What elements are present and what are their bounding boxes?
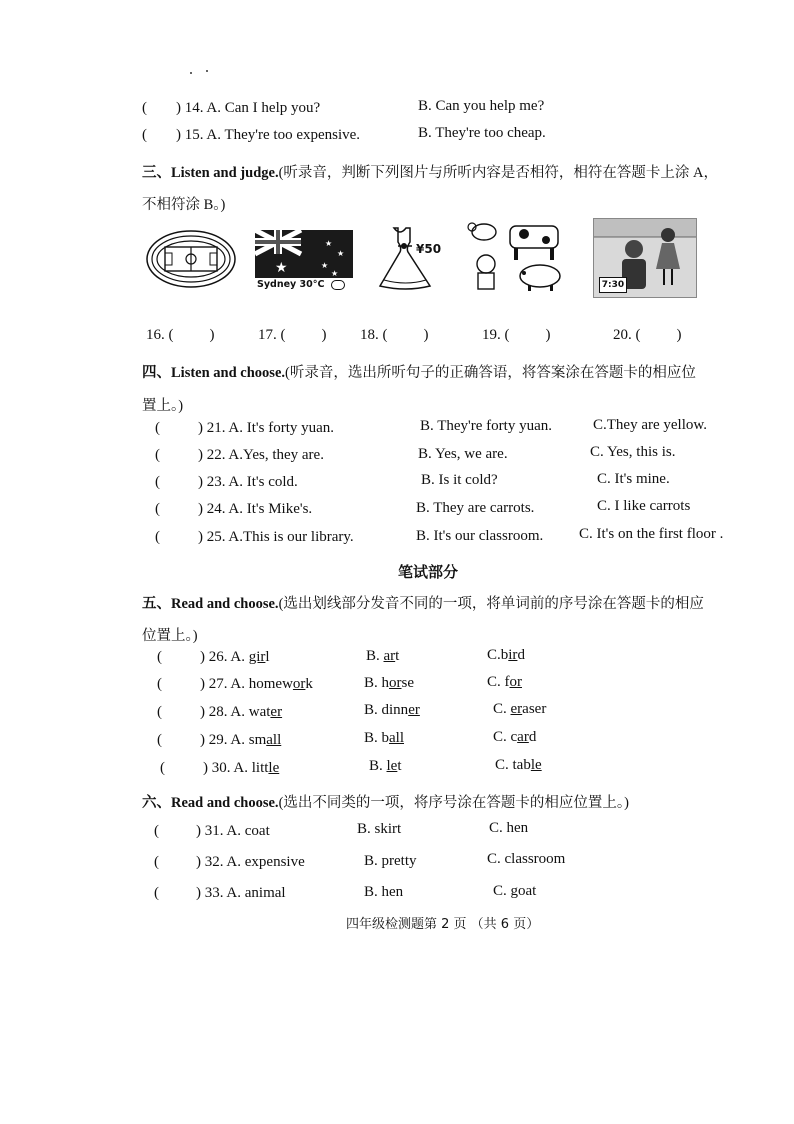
q30-b-underlined: le (386, 758, 398, 774)
q28-c-underlined: er (510, 701, 523, 717)
q14-num: ) 14. (176, 100, 207, 116)
paren-29: ( (157, 732, 162, 748)
svg-text:★: ★ (331, 269, 339, 278)
price-tag: ¥50 (416, 242, 442, 256)
q33-option-a: ) 33. A. animal (196, 885, 286, 901)
q31-option-b: B. skirt (357, 821, 402, 837)
q33-option-b: B. hen (364, 884, 404, 900)
q27-b-pre: B. h (364, 675, 390, 691)
q29-option-c (493, 729, 536, 746)
question-15 (176, 127, 360, 144)
svg-text:★: ★ (321, 261, 329, 270)
q27-a-pre: homew (248, 676, 293, 692)
q29-option-b (364, 730, 404, 747)
farm-animals-picture (462, 218, 572, 294)
q21-option-a: ) 21. A. It's forty yuan. (198, 420, 335, 436)
q15-num: ) 15. (176, 127, 207, 143)
q15-option-b: B. They're too cheap. (418, 125, 546, 141)
q27-num: ) 27. A. (200, 676, 245, 692)
section5-title-cn2: 位置上。) (142, 628, 198, 644)
section4-title-en: 四、Listen and choose. (142, 365, 286, 381)
q30-a-underlined: le (268, 760, 280, 776)
section3-title-cn: (听录音，判断下列图片与所听内容是否相符，相符在答题卡上涂 A， (278, 165, 719, 181)
q24-option-a: ) 24. A. It's Mike's. (198, 501, 313, 517)
q26-c-post: d (517, 647, 525, 663)
paren-30: ( (160, 760, 165, 776)
australia-flag-picture (255, 230, 353, 296)
paren-32: ( (154, 854, 159, 870)
paren-33: ( (154, 885, 159, 901)
q29-b-pre: B. b (364, 730, 390, 746)
q25-option-a: ) 25. A.This is our library. (198, 529, 354, 545)
q27-b-post: se (401, 675, 415, 691)
q26-c-pre: C.b (487, 647, 509, 663)
q27-a-post: k (305, 676, 313, 692)
q29-c-post: d (528, 729, 537, 745)
answer-16: 16. ( ) (146, 327, 215, 343)
paren-27: ( (157, 676, 162, 692)
q26-b-pre: B. (366, 648, 384, 664)
q28-b-underlined: er (408, 702, 420, 718)
svg-text:★: ★ (275, 260, 288, 276)
paren-31: ( (154, 823, 159, 839)
weather-caption: Sydney 30°C (257, 279, 325, 290)
section3-title (142, 161, 718, 182)
q22-option-c: C. Yes, this is. (590, 444, 676, 460)
q29-c-pre: C. c (493, 729, 518, 745)
q26-b-underlined: ar (383, 648, 396, 664)
q26-a-post: l (265, 649, 270, 665)
q26-option-b (366, 648, 399, 665)
q21-option-b: B. They're forty yuan. (420, 418, 552, 434)
q27-option-a (200, 676, 313, 693)
q28-a-pre: wat (248, 704, 271, 720)
q26-a-underlined: gir (248, 649, 266, 665)
q25-option-c: C. It's on the first floor . (579, 526, 724, 542)
q14-option-b: B. Can you help me? (418, 98, 545, 114)
q30-a-pre: litt (251, 760, 269, 776)
answer-17: 17. ( ) (258, 327, 327, 343)
answer-20: 20. ( ) (613, 327, 682, 343)
flag-icon (255, 230, 353, 278)
section5-title-cn: (选出划线部分发音不同的一项，将单词前的序号涂在答题卡的相应 (278, 596, 704, 612)
section3-title-en: 三、Listen and judge. (142, 165, 279, 181)
q22-option-a: ) 22. A.Yes, they are. (198, 447, 324, 463)
q25-option-b: B. It's our classroom. (416, 528, 544, 544)
clock-display: 7:30 (599, 277, 627, 293)
section6-title (142, 791, 629, 812)
q14-option-a: A. Can I help you? (206, 100, 321, 116)
q15-option-a: A. They're too expensive. (206, 127, 361, 143)
q28-c-post: aser (522, 701, 547, 717)
written-part-heading: 笔试部分 (398, 565, 459, 581)
q26-num: ) 26. A. (200, 649, 245, 665)
paren-28: ( (157, 704, 162, 720)
q24-option-c: C. I like carrots (597, 498, 691, 514)
section4-title-cn: (听录音，选出所听句子的正确答语，将答案涂在答题卡的相应位 (285, 365, 696, 381)
q29-c-underlined: ar (517, 729, 529, 745)
q30-option-c (495, 757, 542, 774)
question-14 (176, 100, 320, 117)
section5-title-en: 五、Read and choose. (142, 596, 279, 612)
answer-18-label: 18. ( (360, 327, 388, 343)
q26-c-underlined: ir (508, 647, 518, 663)
answer-17-label: 17. ( (258, 327, 286, 343)
q33-option-c: C. goat (493, 883, 537, 899)
q30-b-post: t (397, 758, 402, 774)
section3-title-cn2: 不相符涂 B。) (142, 197, 226, 213)
q23-option-c: C. It's mine. (597, 471, 670, 487)
q23-option-a: ) 23. A. It's cold. (198, 474, 298, 490)
q22-option-b: B. Yes, we are. (418, 446, 508, 462)
q21-option-c: C.They are yellow. (593, 417, 707, 433)
section5-title (142, 592, 704, 613)
q27-c-pre: C. f (487, 674, 510, 690)
paren-22: ( (155, 447, 160, 463)
section6-title-cn: (选出不同类的一项，将序号涂在答题卡的相应位置上。) (278, 795, 629, 811)
dress-icon (370, 224, 440, 292)
page-footer: 四年级检测题第 2 页 （共 6 页） (346, 917, 540, 932)
q30-b-pre: B. (369, 758, 387, 774)
q27-c-underlined: or (509, 674, 522, 690)
section4-title (142, 361, 696, 382)
q26-option-c (487, 647, 525, 664)
q30-c-pre: C. tab (495, 757, 531, 773)
q30-option-b (369, 758, 402, 775)
answer-16-label: 16. ( (146, 327, 174, 343)
paren-14: ( (142, 100, 147, 116)
q27-option-c (487, 674, 522, 691)
morning-scene-picture (593, 218, 697, 298)
paren-26: ( (157, 649, 162, 665)
section6-title-en: 六、Read and choose. (142, 795, 279, 811)
q31-option-a: ) 31. A. coat (196, 823, 270, 839)
dress-picture (370, 224, 460, 294)
q28-b-pre: B. dinn (364, 702, 409, 718)
q27-option-b (364, 675, 414, 692)
q28-c-pre: C. (493, 701, 511, 717)
paren-25: ( (155, 529, 160, 545)
q23-option-b: B. Is it cold? (421, 472, 498, 488)
q32-option-a: ) 32. A. expensive (196, 854, 305, 870)
q32-option-c: C. classroom (487, 851, 566, 867)
q29-num: ) 29. A. (200, 732, 245, 748)
q30-c-underlined: le (530, 757, 542, 773)
svg-text:★: ★ (325, 239, 333, 248)
q30-num: ) 30. A. (203, 760, 248, 776)
paren-21: ( (155, 420, 160, 436)
q29-b-underlined: all (389, 730, 405, 746)
q27-b-underlined: or (389, 675, 402, 691)
svg-text:★: ★ (337, 249, 345, 258)
q28-option-a (200, 704, 282, 721)
q28-option-c (493, 701, 546, 718)
q26-option-a (200, 649, 270, 666)
answer-19-label: 19. ( (482, 327, 510, 343)
answer-20-label: 20. ( (613, 327, 641, 343)
paren-24: ( (155, 501, 160, 517)
answer-18: 18. ( ) (360, 327, 429, 343)
q28-num: ) 28. A. (200, 704, 245, 720)
q29-a-underlined: all (266, 732, 282, 748)
q26-b-post: t (395, 648, 400, 664)
answer-19: 19. ( ) (482, 327, 551, 343)
q32-option-b: B. pretty (364, 853, 417, 869)
paren-15: ( (142, 127, 147, 143)
football-field-picture (145, 228, 237, 290)
q31-option-c: C. hen (489, 820, 529, 836)
q28-a-underlined: er (270, 704, 283, 720)
q27-a-underlined: or (292, 676, 306, 692)
q29-a-pre: sm (248, 732, 267, 748)
paren-23: ( (155, 474, 160, 490)
q30-option-a (203, 760, 279, 777)
cloud-icon (331, 280, 345, 290)
q24-option-b: B. They are carrots. (416, 500, 535, 516)
q29-option-a (200, 732, 281, 749)
section4-title-cn2: 置上。) (142, 398, 184, 414)
q28-option-b (364, 702, 420, 719)
